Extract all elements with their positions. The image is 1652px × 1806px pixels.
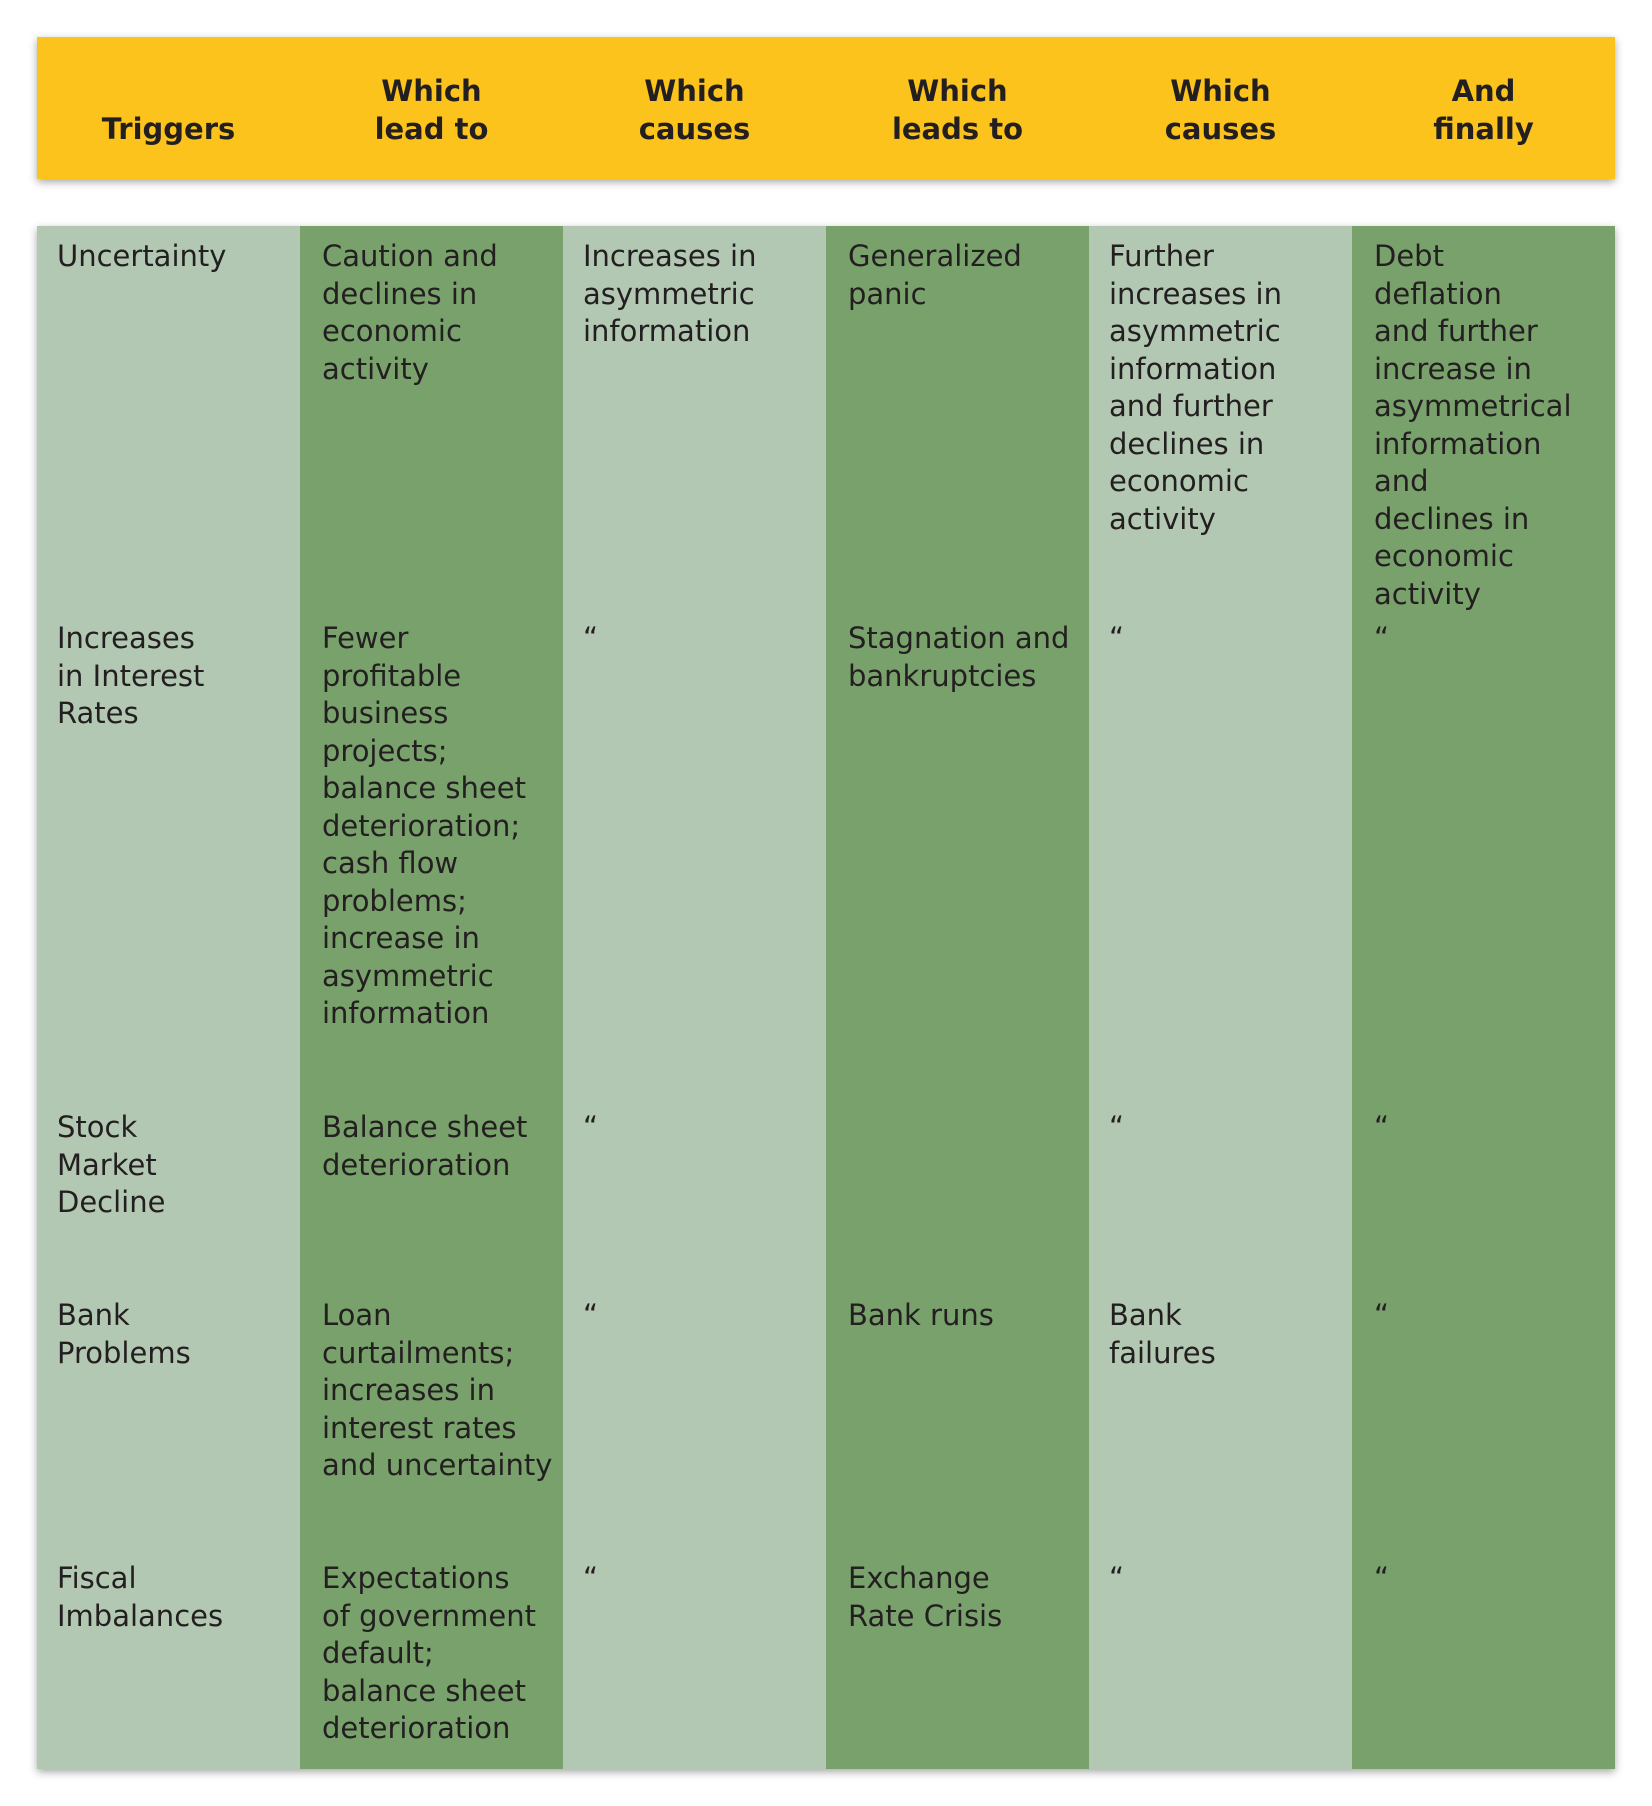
header-and-finally: And finally xyxy=(1433,74,1534,146)
cell-r3-c5: “ xyxy=(1374,1298,1390,1332)
cell-r1-c3: Stagnation and bankruptcies xyxy=(848,621,1070,693)
cell-r4-c5: “ xyxy=(1374,1561,1390,1595)
cell-r1-c4: “ xyxy=(1109,621,1125,655)
cell-r4-c2: “ xyxy=(583,1561,599,1595)
header-bar xyxy=(37,37,1615,179)
column-which-leads-to xyxy=(826,226,1089,1769)
header-triggers: Triggers xyxy=(101,112,236,146)
cell-r2-c4: “ xyxy=(1109,1110,1125,1144)
cell-r4-c0: Fiscal Imbalances xyxy=(57,1561,224,1633)
header-which-leads-to: Which leads to xyxy=(891,74,1024,146)
cell-r2-c1: Balance sheet deterioration xyxy=(322,1110,528,1182)
cell-r1-c0: Increases in Interest Rates xyxy=(57,621,205,730)
cell-r1-c5: “ xyxy=(1374,621,1390,655)
header-which-causes-2: Which causes xyxy=(1164,74,1277,146)
cell-r2-c5: “ xyxy=(1374,1110,1390,1144)
cell-r4-c4: “ xyxy=(1109,1561,1125,1595)
cell-r1-c2: “ xyxy=(583,621,599,655)
cell-r0-c2: Increases in asymmetric information xyxy=(583,239,757,348)
column-which-causes-1 xyxy=(563,226,826,1769)
column-triggers xyxy=(37,226,300,1769)
header-which-lead-to: Which lead to xyxy=(374,74,489,146)
cell-r3-c1: Loan curtailments; increases in interest rates and uncertainty xyxy=(322,1298,553,1482)
cell-r1-c1: Fewer profitable business projects; balance sheet deterioration; cash flow problems; increase in asymmetric information xyxy=(322,621,526,1030)
cell-r2-c0: Stock Market Decline xyxy=(57,1110,166,1219)
cell-r4-c3: Exchange Rate Crisis xyxy=(848,1561,1003,1633)
column-which-lead-to xyxy=(300,226,563,1769)
cell-r3-c3: Bank runs xyxy=(848,1298,994,1332)
cell-r0-c1: Caution and declines in economic activity xyxy=(322,239,498,386)
column-which-causes-2 xyxy=(1089,226,1352,1769)
cell-r3-c4: Bank failures xyxy=(1109,1298,1216,1370)
column-and-finally xyxy=(1352,226,1615,1769)
cell-r0-c3: Generalized panic xyxy=(848,239,1022,311)
cell-r3-c0: Bank Problems xyxy=(57,1298,191,1370)
crisis-table xyxy=(37,226,1615,1769)
cell-r3-c2: “ xyxy=(583,1298,599,1332)
cell-r0-c5: Debt deflation and further increase in asymmetrical information and declines in economic activity xyxy=(1374,239,1572,611)
cell-r4-c1: Expectations of government default; balance sheet deterioration xyxy=(322,1561,536,1745)
cell-r0-c0: Uncertainty xyxy=(57,239,227,273)
cell-r2-c2: “ xyxy=(583,1110,599,1144)
header-which-causes-1: Which causes xyxy=(638,74,751,146)
cell-r0-c4: Further increases in asymmetric information and further declines in economic activity xyxy=(1109,239,1282,536)
